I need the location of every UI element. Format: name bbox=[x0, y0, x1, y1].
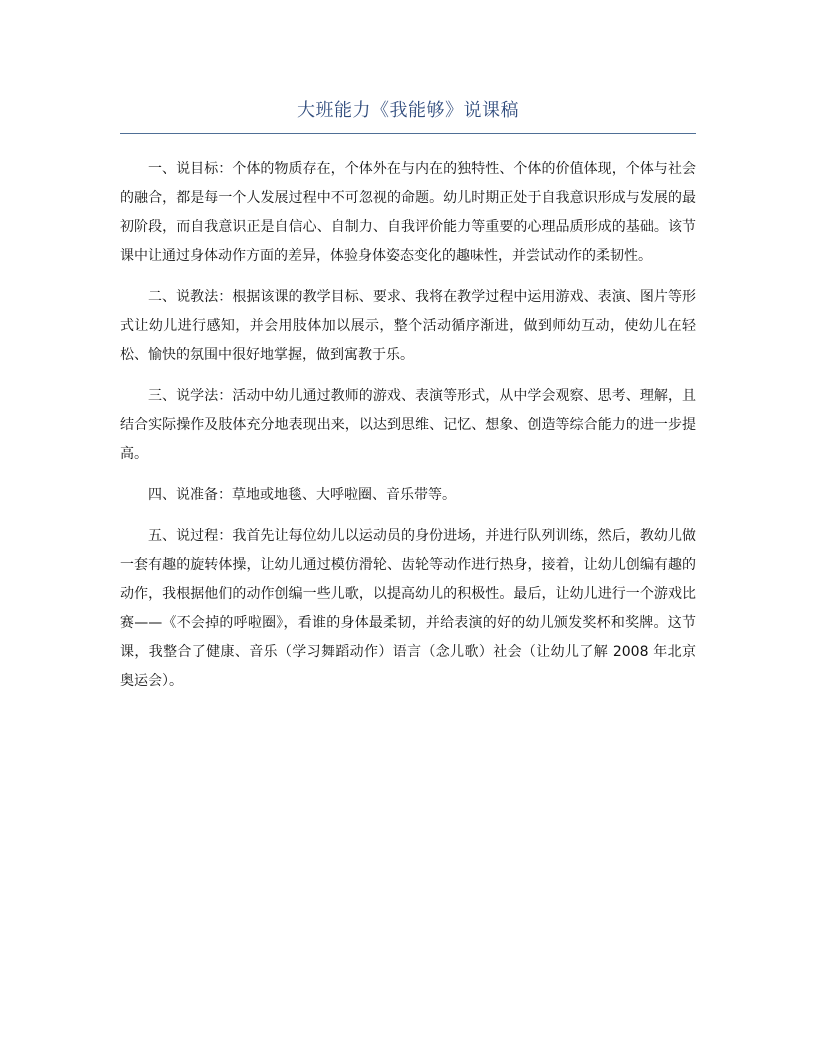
paragraph-objectives: 一、说目标：个体的物质存在，个体外在与内在的独特性、个体的价值体现，个体与社会的融合，都是每一个人发展过程中不可忽视的命题。幼儿时期正处于自我意识形成与发展的最初阶段，而自我意识正是自信心、自制力、自我评价能力等重要的心理品质形成的基础。该节课中让通过身体动作方面的差异，体验身体姿态变化的趣味性，并尝试动作的柔韧性。 bbox=[120, 161, 696, 264]
paragraph-preparation: 四、说准备：草地或地毯、大呼啦圈、音乐带等。 bbox=[148, 487, 456, 503]
paragraph-process: 五、说过程：我首先让每位幼儿以运动员的身份进场，并进行队列训练，然后，教幼儿做一套有趣的旋转体操，让幼儿通过模仿滑轮、齿轮等动作进行热身，接着，让幼儿创编有趣的动作，我根据他们的动作创编一些儿歌，以提高幼儿的积极性。最后，让幼儿进行一个游戏比赛——《不会掉的呼啦圈》，看谁的身体最柔韧，并给表演的好的幼儿颁发奖杯和奖牌。这节课，我整合了健康、音乐（学习舞蹈动作）语言（念儿歌）社会（让幼儿了解 2008 年北京奥运会）。 bbox=[120, 528, 696, 689]
document-body bbox=[120, 155, 696, 708]
title-underline bbox=[120, 133, 696, 134]
document-title: 大班能力《我能够》说课稿 bbox=[297, 100, 519, 121]
paragraph-learning-method: 三、说学法：活动中幼儿通过教师的游戏、表演等形式，从中学会观察、思考、理解，且结合实际操作及肢体充分地表现出来，以达到思维、记忆、想象、创造等综合能力的进一步提高。 bbox=[120, 388, 696, 462]
paragraph-teaching-method: 二、说教法：根据该课的教学目标、要求、我将在教学过程中运用游戏、表演、图片等形式让幼儿进行感知，并会用肢体加以展示，整个活动循序渐进，做到师幼互动，使幼儿在轻松、愉快的氛围中很好地掌握，做到寓教于乐。 bbox=[120, 289, 696, 363]
